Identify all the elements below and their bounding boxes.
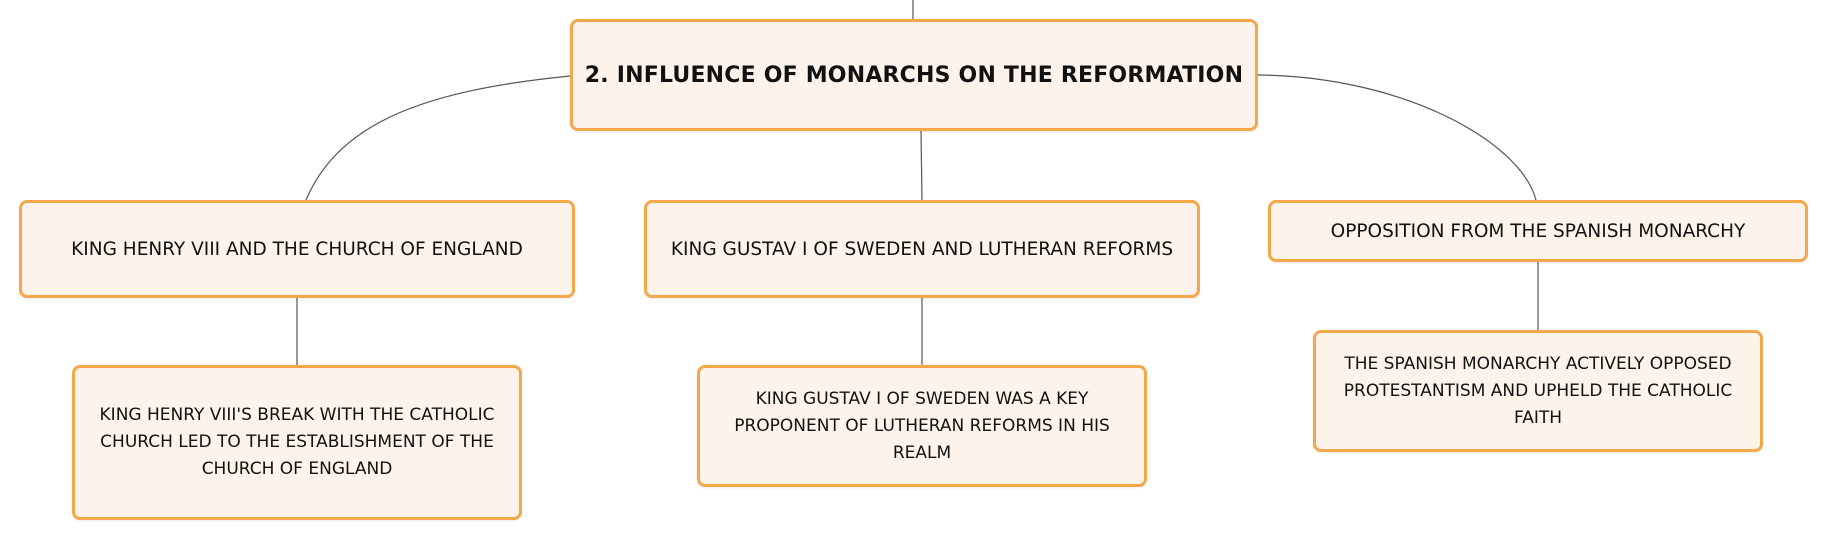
connector-root-to-henry (306, 76, 570, 200)
connector-root-to-spanish (1258, 75, 1536, 200)
detail-node-henry-viii[interactable] (72, 365, 522, 520)
topic-label: KING GUSTAV I OF SWEDEN AND LUTHERAN REFORMS (670, 238, 1174, 260)
detail-node-gustav-i[interactable] (697, 365, 1147, 487)
topic-label: KING HENRY VIII AND THE CHURCH OF ENGLAND (71, 238, 523, 260)
topic-node-henry-viii[interactable] (19, 200, 575, 298)
connector-root-to-gustav (921, 131, 922, 200)
topic-node-spanish-monarchy[interactable] (1268, 200, 1808, 262)
root-topic-node[interactable] (570, 19, 1258, 131)
detail-node-spanish-monarchy[interactable] (1313, 330, 1763, 452)
detail-text: KING GUSTAV I OF SWEDEN WAS A KEY PROPONENT OF LUTHERAN REFORMS IN HIS REALM (734, 388, 1110, 463)
detail-text: KING HENRY VIII'S BREAK WITH THE CATHOLIC CHURCH LED TO THE ESTABLISHMENT OF THE CHURCH OF ENGLAND (99, 405, 495, 479)
root-topic-title: 2. INFLUENCE OF MONARCHS ON THE REFORMATION (584, 62, 1244, 88)
detail-text: THE SPANISH MONARCHY ACTIVELY OPPOSED PROTESTANTISM AND UPHELD THE CATHOLIC FAITH (1343, 353, 1733, 428)
topic-label: OPPOSITION FROM THE SPANISH MONARCHY (1330, 220, 1746, 242)
topic-node-gustav-i[interactable] (644, 200, 1200, 298)
